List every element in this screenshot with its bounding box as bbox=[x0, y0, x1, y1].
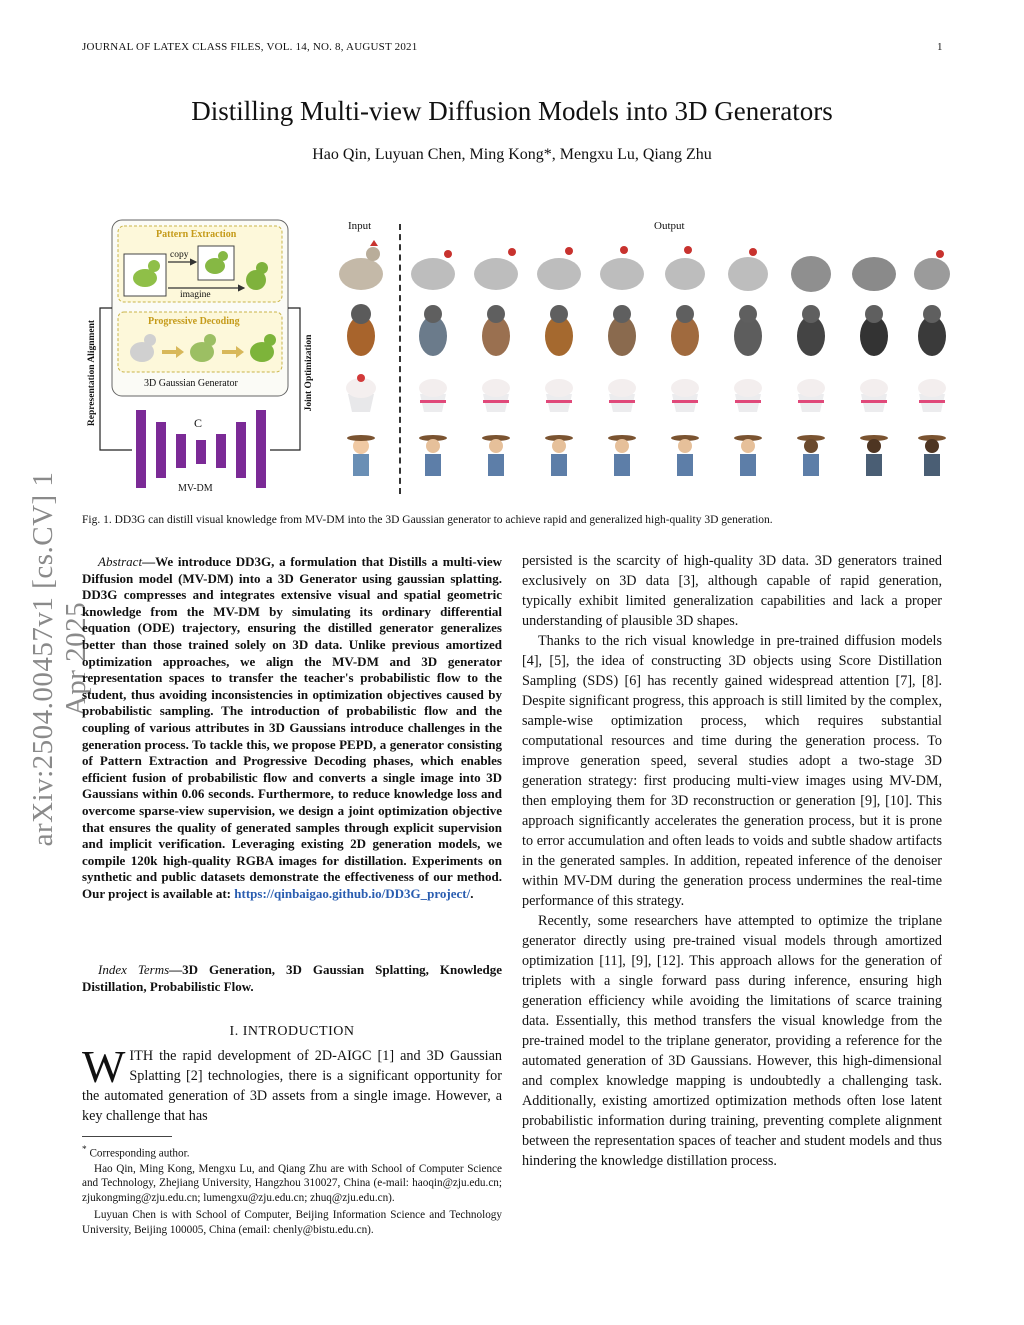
input-label: Input bbox=[348, 220, 372, 232]
abstract-label: Abstract bbox=[98, 554, 143, 569]
c-symbol: C bbox=[194, 416, 203, 430]
method-diagram bbox=[84, 212, 314, 502]
page-number: 1 bbox=[937, 41, 943, 53]
intro-p2: Thanks to the rich visual knowledge in pre-trained diffusion models [4], [5], the idea of constructing 3D objects using Score Distillation Sampling (SDS) [6] has recently gained widespread attention [7], [8]. Despite significant progress, this approach is still limited by the complex, sample-wise optimization process, which requires substantial computational resources and time during the generation process. To improve generation speed, several studies adopt a two-stage 3D generation strategy: first producing multi-view images using MV-DM, then employing them for 3D reconstruction or generation [9], [10]. This approach significantly accelerates the generation process, but it is prone to error accumulation and often leads to voids and subtle shadow artifacts in the generated samples. In addition, repeated inference of the denoiser within MV-DM during the generation process undermines the real-time performance of this strategy. bbox=[522, 633, 942, 909]
author-list: Hao Qin, Luyuan Chen, Ming Kong*, Mengxu Lu, Qiang Zhu bbox=[312, 146, 712, 163]
imagine-label: imagine bbox=[180, 290, 211, 300]
progressive-decoding-label: Progressive Decoding bbox=[148, 316, 240, 327]
running-header: JOURNAL OF LATEX CLASS FILES, VOL. 14, NO. 8, AUGUST 2021 bbox=[82, 41, 418, 53]
footnote-affiliation-1: Hao Qin, Ming Kong, Mengxu Lu, and Qiang Zhu are with School of Computer Science and Technology, Zhejiang University, Hangzhou 310027, China (e-mail: haoqin@zju.edu.cn; zjukongming@zju.edu.cn; lumengxu@zju.edu.cn; zhuq@zju.edu.cn). bbox=[82, 1162, 502, 1205]
footnote-corresponding-text: Corresponding author. bbox=[89, 1147, 190, 1160]
output-label: Output bbox=[654, 220, 685, 232]
result-grid-svg bbox=[328, 232, 952, 496]
dino-copy-icon bbox=[198, 246, 234, 280]
paper-title: Distilling Multi-view Diffusion Models into 3D Generators bbox=[191, 96, 833, 126]
right-column bbox=[522, 551, 942, 1171]
intro-p3: Recently, some researchers have attempted to optimize the triplane generator directly using pre-trained visual models through amortized optimization [11], [9], [12]. This approach allows for the generation of triplets with a single forward pass during inference, ensuring high generation efficiency while avoiding the limitations of scarce training data. Essentially, this method transfers the visual knowledge from the pre-trained model to the triplane generator, providing a reference for the automated generation of 3D Gaussians. However, this high-dimensional and complex knowledge mapping is undoubtedly a challenging task. Additionally, existing amortized optimization methods often lose latent probabilistic information during training, preventing complete alignment between the representation spaces of teacher and student models and thus hindering the knowledge distillation process. bbox=[522, 913, 942, 1169]
index-terms bbox=[82, 962, 502, 995]
pattern-extraction-label: Pattern Extraction bbox=[156, 229, 237, 240]
cupcake-row bbox=[346, 374, 946, 412]
joint-optimization-label: Joint Optimization bbox=[304, 334, 314, 412]
generator-label: 3D Gaussian Generator bbox=[144, 378, 238, 389]
dino-source-icon bbox=[124, 254, 166, 296]
abstract-text: —We introduce DD3G, a formulation that Distills a multi-view Diffusion model (MV-DM) into a 3D Generator using gaussian splatting. DD3G compresses and integrates extensive visual and spatial geometric knowledge from the MV-DM by simulating its ordinary differential equation (ODE) trajectory, ensuring the distilled generator generalizes better than those trained solely on 3D data. Unlike previous amortized optimization approaches, we align the MV-DM and 3D generator representation spaces to transfer the teacher's probabilistic flow to the student, thus avoiding inconsistencies in optimization objectives caused by probabilistic sampling. The introduction of probabilistic flow and the coupling of various attributes in 3D Gaussians introduce challenges in the generation process. To tackle this, we propose PEPD, a generator consisting of Pattern Extraction and Progressive Decoding phases, which enables efficient fusion of probabilistic flow and converts a single image into 3D Gaussians within 0.06 seconds. Furthermore, to reduce knowledge loss and overcome sparse-view supervision, we design a joint optimization objective that ensures the quality of generated samples through explicit supervision and implicit verification. Leveraging existing 2D generation models, we compile 120k high-quality RGBA images for distillation. Experiments on synthetic and public datasets demonstrate the effectiveness of our method. Our project is available at: bbox=[82, 554, 502, 901]
section-heading bbox=[82, 1024, 502, 1040]
section-number: I. bbox=[229, 1024, 239, 1039]
figure-caption: Fig. 1. DD3G can distill visual knowledge from MV-DM into the 3D Gaussian generator to achieve rapid and generalized high-quality 3D generation. bbox=[82, 514, 773, 526]
result-grid bbox=[328, 232, 952, 496]
drop-cap: W bbox=[82, 1041, 126, 1092]
footnote-corresponding: * Corresponding author. bbox=[82, 1145, 190, 1160]
project-link[interactable]: https://qinbaigao.github.io/DD3G_project/ bbox=[234, 885, 471, 901]
intro-p1-continued: persisted is the scarcity of high-quality 3D data. 3D generators trained exclusively on 3D data [3], although capable of rapid generation, typically exhibit limited generalization capabilities and lack a proper understanding of plausible 3D shapes. bbox=[522, 553, 942, 629]
footnotes bbox=[82, 1143, 502, 1238]
cupcake-input-icon bbox=[346, 374, 376, 412]
abstract-end: . bbox=[470, 885, 474, 901]
arxiv-stamp: arXiv:2504.00457v1 [cs.CV] 1 Apr 2025 bbox=[27, 471, 92, 847]
copy-label: copy bbox=[170, 250, 189, 260]
cowboy-input-icon bbox=[347, 435, 375, 476]
rooster-input-icon bbox=[339, 240, 383, 290]
intro-p1: ITH the rapid development of 2D-AIGC [1] and 3D Gaussian Splatting [2] technologies, there is a significant opportunity for the automated generation of 3D assets from a single image. However, a key challenge that has bbox=[82, 1048, 502, 1124]
raccoon-input-icon bbox=[347, 304, 375, 356]
index-terms-label: Index Terms bbox=[98, 962, 170, 977]
section-title: INTRODUCTION bbox=[242, 1024, 355, 1039]
mvdm-label: MV-DM bbox=[178, 483, 213, 494]
footnote-rule bbox=[82, 1136, 172, 1137]
cowboy-row bbox=[347, 435, 946, 476]
abstract bbox=[82, 554, 502, 902]
representation-alignment-label: Representation Alignment bbox=[87, 319, 97, 427]
footnote-affiliation-2: Luyuan Chen is with School of Computer, Beijing Information Science and Technology University, Beijing 100005, China (email: chenly@bistu.edu.cn). bbox=[82, 1208, 502, 1236]
index-terms-text: —3D Generation, 3D Gaussian Splatting, Knowledge Distillation, Probabilistic Flow. bbox=[82, 962, 502, 994]
rooster-row bbox=[339, 240, 950, 292]
intro-paragraph-1 bbox=[82, 1041, 502, 1126]
raccoon-row bbox=[347, 304, 946, 356]
method-diagram-svg bbox=[84, 212, 314, 502]
